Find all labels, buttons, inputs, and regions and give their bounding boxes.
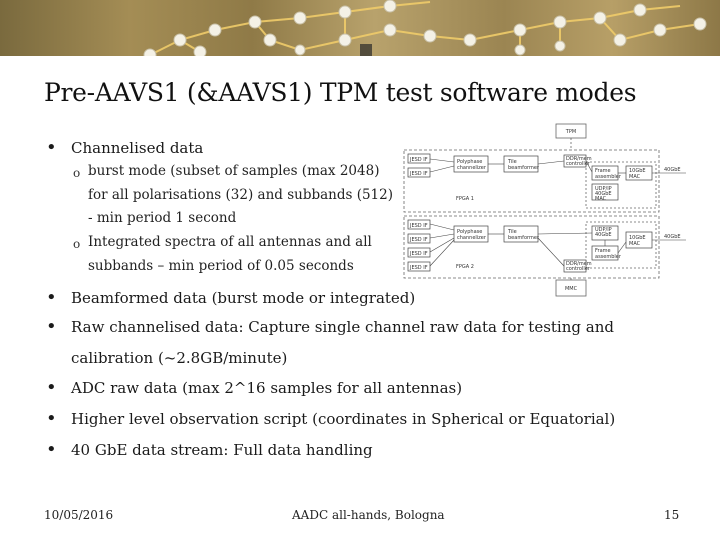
diagram-beamformer-label: beamformer <box>508 165 539 171</box>
diagram-tpm-label: TPM <box>565 129 577 135</box>
diagram-beamformer-label: Tile <box>508 229 517 235</box>
sub-bullet-marker: o <box>73 166 81 180</box>
diagram-mac-label: MAC <box>629 174 641 180</box>
diagram-polyphase-label: Polyphase <box>457 159 483 165</box>
diagram-frame-label: assembler <box>595 174 621 180</box>
diagram-polyphase-label: channelizer <box>457 165 486 171</box>
diagram-fpga1-label: FPGA 1 <box>456 196 474 202</box>
sub-bullet-burst-line-3: - min period 1 second <box>88 210 237 226</box>
diagram-output-label: 40GbE <box>664 167 681 173</box>
diagram-jesd-label: JESD IF <box>410 237 428 243</box>
diagram-beamformer-label: Tile <box>508 159 517 165</box>
header-banner-image <box>0 0 720 56</box>
sub-bullet-burst-line-1: burst mode (subset of samples (max 2048) <box>88 163 380 179</box>
diagram-ddr-label: DDR/mem <box>566 261 592 267</box>
diagram-jesd-label: JESD IF <box>410 223 428 229</box>
bullet-channelised-data: Channelised data <box>71 139 204 157</box>
sub-bullet-integrated-line-1: Integrated spectra of all antennas and all <box>88 234 372 250</box>
diagram-udp-label: 40GbE <box>595 191 612 197</box>
bullet-marker: • <box>46 408 57 429</box>
slide-title: Pre-AAVS1 (&AAVS1) TPM test software modes <box>44 78 637 107</box>
diagram-udp-label: MAC <box>595 196 607 202</box>
bullet-beamformed-data: Beamformed data (burst mode or integrated) <box>71 289 416 307</box>
bullet-marker: • <box>46 377 57 398</box>
bullet-adc-raw-data: ADC raw data (max 2^16 samples for all antennas) <box>71 379 463 397</box>
bullet-marker: • <box>46 439 57 460</box>
diagram-frame-label: assembler <box>595 254 621 260</box>
diagram-jesd-label: JESD IF <box>410 251 428 257</box>
diagram-mac-label: 10GbE <box>629 235 646 241</box>
tpm-block-diagram <box>396 122 696 300</box>
diagram-ddr-label: controller <box>566 161 590 167</box>
bullet-marker: • <box>46 287 57 308</box>
diagram-udp-label: UDP/IP <box>595 227 612 233</box>
footer-event: AADC all-hands, Bologna <box>292 508 445 522</box>
diagram-mmc-label: MMC <box>564 286 578 292</box>
sub-bullet-burst-line-2: for all polarisations (32) and subbands (512) <box>88 187 394 203</box>
footer-date: 10/05/2016 <box>44 508 114 522</box>
sub-bullet-integrated-line-2: subbands – min period of 0.05 seconds <box>88 258 354 274</box>
bullet-marker: • <box>46 137 57 158</box>
diagram-udp-label: 40GbE <box>595 232 612 238</box>
diagram-frame-label: Frame <box>595 168 611 174</box>
diagram-jesd-label: JESD IF <box>410 265 428 271</box>
banner-network-graphic <box>0 0 720 56</box>
diagram-polyphase-label: channelizer <box>457 235 486 241</box>
diagram-beamformer-label: beamformer <box>508 235 539 241</box>
sub-bullet-marker: o <box>73 237 81 251</box>
footer-page-number: 15 <box>664 508 680 522</box>
diagram-mac-label: MAC <box>629 241 641 247</box>
bullet-raw-channelised-data: Raw channelised data: Capture single channel raw data for testing and <box>71 318 614 336</box>
diagram-ddr-label: DDR/mem <box>566 156 592 162</box>
bullet-observation-script: Higher level observation script (coordinates in Spherical or Equatorial) <box>71 410 616 428</box>
bullet-marker: • <box>46 316 57 337</box>
diagram-output-label: 40GbE <box>664 234 681 240</box>
diagram-jesd-label: JESD IF <box>410 171 428 177</box>
diagram-jesd-label: JESD IF <box>410 157 428 163</box>
diagram-frame-label: Frame <box>595 248 611 254</box>
diagram-fpga2-label: FPGA 2 <box>456 264 474 270</box>
diagram-ddr-label: controller <box>566 266 590 272</box>
bullet-40gbe-stream: 40 GbE data stream: Full data handling <box>71 441 373 459</box>
bullet-raw-channelised-data-cont: calibration (~2.8GB/minute) <box>71 349 288 367</box>
diagram-udp-label: UDP/IP <box>595 186 612 192</box>
diagram-mac-label: 10GbE <box>629 168 646 174</box>
diagram-polyphase-label: Polyphase <box>457 229 483 235</box>
